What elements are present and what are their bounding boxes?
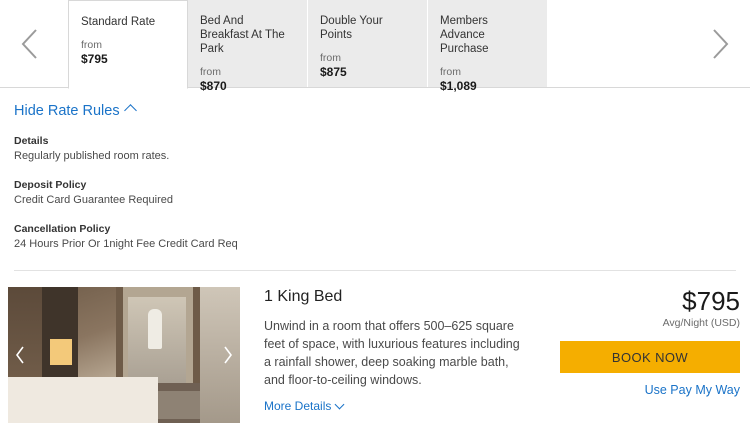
- rate-tab-price: $875: [320, 65, 347, 79]
- room-price-column: [540, 287, 750, 423]
- room-description: Unwind in a room that offers 500–625 square feet of space, with luxurious features including a rainfall shower, deep soaking marble bath, and floor-to-ceiling windows.: [264, 319, 520, 387]
- hide-rate-rules-toggle[interactable]: [14, 103, 135, 119]
- rate-rule-title: Details: [14, 135, 49, 147]
- rate-tab-name: Double Your Points: [320, 15, 383, 41]
- more-details-toggle[interactable]: [264, 399, 343, 413]
- rate-tab-price: $795: [81, 52, 108, 66]
- rate-rule-text: Regularly published room rates.: [14, 150, 170, 162]
- rate-rule-cancellation-policy: [14, 222, 736, 252]
- rate-rule-deposit-policy: [14, 178, 736, 208]
- carousel-next-arrow-icon[interactable]: [690, 0, 750, 88]
- rate-carousel: [0, 0, 750, 93]
- room-price: $795: [682, 286, 740, 316]
- rate-tab-name: Bed And Breakfast At The Park: [200, 15, 285, 55]
- photo-lamp: [50, 339, 72, 365]
- hide-rate-rules-label: Hide Rate Rules: [14, 103, 120, 119]
- rate-rule-details: [14, 134, 736, 164]
- gallery-next-arrow-icon[interactable]: [218, 340, 238, 370]
- photo-dark-panel: [42, 287, 78, 387]
- rate-tab-from-label: from: [440, 66, 461, 78]
- room-info: [240, 287, 540, 423]
- chevron-down-icon: [335, 400, 345, 410]
- rate-tab-standard-rate[interactable]: [68, 0, 188, 89]
- rate-rule-title: Cancellation Policy: [14, 223, 111, 235]
- rate-tab-bed-and-breakfast[interactable]: [188, 0, 308, 93]
- more-details-label: More Details: [264, 399, 332, 413]
- rate-tab-list: [68, 0, 548, 93]
- book-now-button[interactable]: BOOK NOW: [560, 341, 740, 373]
- rate-rule-title: Deposit Policy: [14, 179, 87, 191]
- rate-tab-from-label: from: [200, 66, 221, 78]
- rate-tab-name: Standard Rate: [81, 16, 156, 28]
- room-offer-row: [0, 271, 750, 423]
- room-title: 1 King Bed: [264, 288, 343, 305]
- use-pay-my-way-link[interactable]: Use Pay My Way: [644, 383, 740, 397]
- rate-tab-double-your-points[interactable]: [308, 0, 428, 87]
- rate-tab-from-label: from: [320, 52, 341, 64]
- photo-figure: [148, 309, 162, 349]
- chevron-up-icon: [124, 104, 137, 117]
- rate-tab-price: $1,089: [440, 79, 477, 93]
- room-image-gallery[interactable]: [8, 287, 240, 423]
- carousel-prev-arrow-icon[interactable]: [0, 0, 60, 88]
- rate-rules-section: [0, 88, 750, 271]
- rate-tab-from-label: from: [81, 39, 102, 51]
- room-photo: [8, 287, 240, 423]
- rate-tab-price: $870: [200, 79, 227, 93]
- rate-tab-name: Members Advance Purchase: [440, 15, 489, 55]
- gallery-prev-arrow-icon[interactable]: [10, 340, 30, 370]
- photo-bed: [8, 377, 158, 423]
- rate-rule-text: 24 Hours Prior Or 1night Fee Credit Card Req: [14, 238, 238, 250]
- rate-tab-members-advance-purchase[interactable]: [428, 0, 548, 93]
- rate-rule-text: Credit Card Guarantee Required: [14, 194, 173, 206]
- room-price-subtext: Avg/Night (USD): [662, 317, 740, 329]
